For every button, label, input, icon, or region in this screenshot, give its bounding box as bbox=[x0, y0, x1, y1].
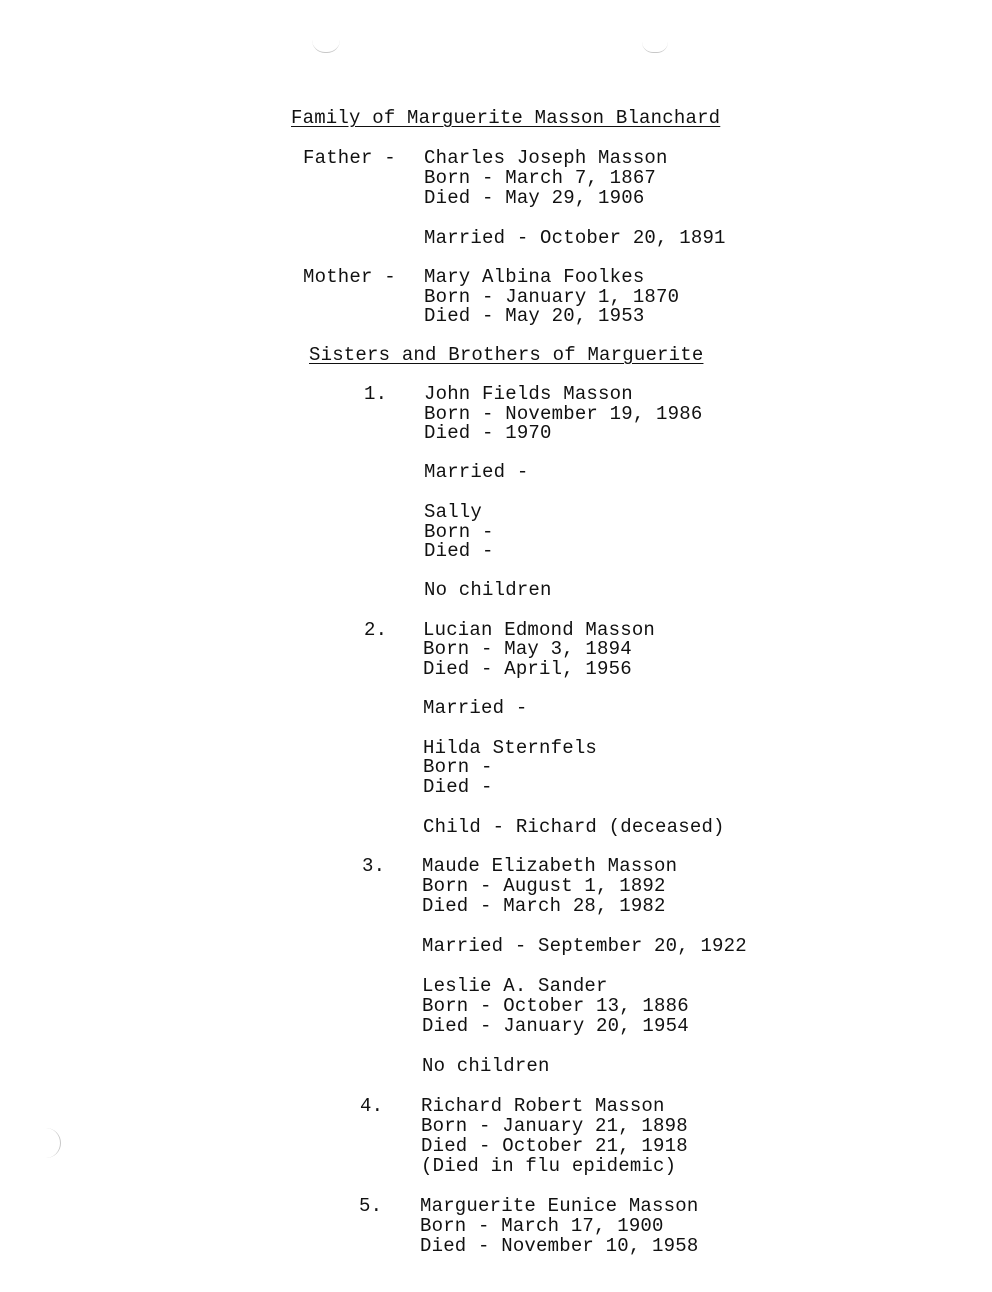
sibling-1-number: 1. bbox=[364, 383, 388, 405]
father-name: Charles Joseph Masson bbox=[424, 147, 668, 169]
sibling-1-died: Died - 1970 bbox=[424, 422, 552, 444]
scan-mark-top-right bbox=[642, 42, 668, 53]
father-born: Born - March 7, 1867 bbox=[424, 167, 657, 189]
sibling-3-spouse-name: Leslie A. Sander bbox=[422, 975, 608, 997]
mother-died: Died - May 20, 1953 bbox=[424, 305, 645, 327]
father-died: Died - May 29, 1906 bbox=[424, 187, 645, 209]
sibling-2-children: Child - Richard (deceased) bbox=[423, 816, 725, 838]
sibling-3-children: No children bbox=[422, 1055, 550, 1077]
sibling-2-died: Died - April, 1956 bbox=[423, 658, 632, 680]
sibling-2-married: Married - bbox=[423, 697, 528, 719]
sibling-3-number: 3. bbox=[362, 855, 386, 877]
sibling-4-born: Born - January 21, 1898 bbox=[421, 1115, 688, 1137]
sibling-1-spouse-died: Died - bbox=[424, 540, 494, 562]
sibling-1-married: Married - bbox=[424, 461, 529, 483]
sibling-2-spouse-born: Born - bbox=[423, 756, 493, 778]
sibling-3-spouse-died: Died - January 20, 1954 bbox=[422, 1015, 689, 1037]
sibling-4-number: 4. bbox=[360, 1095, 384, 1117]
sibling-1-children: No children bbox=[424, 579, 552, 601]
page-title: Family of Marguerite Masson Blanchard bbox=[291, 107, 721, 129]
sibling-1-spouse-born: Born - bbox=[424, 521, 494, 543]
siblings-heading: Sisters and Brothers of Marguerite bbox=[309, 344, 704, 366]
sibling-3-died: Died - March 28, 1982 bbox=[422, 895, 666, 917]
sibling-2-spouse-name: Hilda Sternfels bbox=[423, 737, 598, 759]
sibling-5-number: 5. bbox=[359, 1195, 383, 1217]
sibling-1-spouse-name: Sally bbox=[424, 501, 483, 523]
sibling-1-born: Born - November 19, 1986 bbox=[424, 403, 703, 425]
sibling-2-spouse-died: Died - bbox=[423, 776, 493, 798]
sibling-3-spouse-born: Born - October 13, 1886 bbox=[422, 995, 689, 1017]
sibling-2-born: Born - May 3, 1894 bbox=[423, 638, 632, 660]
sibling-2-name: Lucian Edmond Masson bbox=[423, 619, 656, 641]
sibling-3-name: Maude Elizabeth Masson bbox=[422, 855, 678, 877]
father-label: Father - bbox=[303, 147, 396, 169]
mother-name: Mary Albina Foolkes bbox=[424, 266, 645, 288]
sibling-3-married: Married - September 20, 1922 bbox=[422, 935, 747, 957]
mother-born: Born - January 1, 1870 bbox=[424, 286, 680, 308]
sibling-4-note: (Died in flu epidemic) bbox=[421, 1155, 677, 1177]
parents-married: Married - October 20, 1891 bbox=[424, 227, 726, 249]
sibling-5-born: Born - March 17, 1900 bbox=[420, 1215, 664, 1237]
sibling-3-born: Born - August 1, 1892 bbox=[422, 875, 666, 897]
sibling-4-died: Died - October 21, 1918 bbox=[421, 1135, 688, 1157]
sibling-2-number: 2. bbox=[364, 619, 388, 641]
sibling-4-name: Richard Robert Masson bbox=[421, 1095, 665, 1117]
sibling-5-died: Died - November 10, 1958 bbox=[420, 1235, 699, 1257]
sibling-1-name: John Fields Masson bbox=[424, 383, 633, 405]
scan-mark-top-left bbox=[312, 40, 340, 53]
scan-mark-left-edge bbox=[30, 1128, 61, 1158]
mother-label: Mother - bbox=[303, 266, 396, 288]
sibling-5-name: Marguerite Eunice Masson bbox=[420, 1195, 699, 1217]
